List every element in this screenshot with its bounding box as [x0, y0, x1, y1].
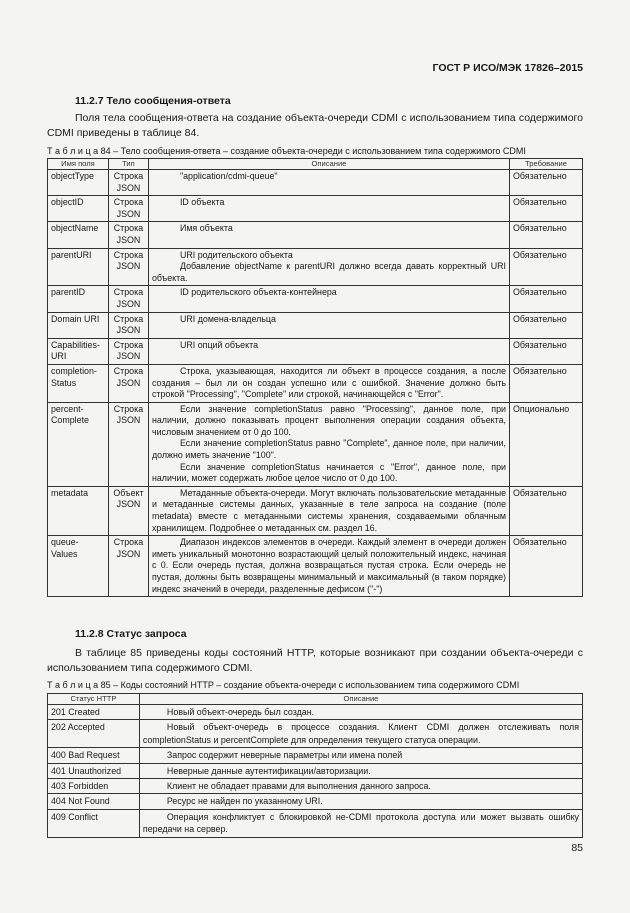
- requirement-cell: Обязательно: [510, 170, 583, 196]
- field-name-cell: completion-Status: [48, 364, 109, 402]
- table-row: [48, 536, 583, 597]
- requirement-cell: Обязательно: [510, 536, 583, 597]
- description-paragraph: Если значение completionStatus равно "Complete", данное поле, при наличии, должно иметь значение "100".: [151, 438, 507, 461]
- http-status-cell: 403 Forbidden: [48, 779, 140, 794]
- field-type-cell: Строка JSON: [108, 536, 148, 597]
- document-header: ГОСТ Р ИСО/МЭК 17826–2015: [432, 62, 583, 74]
- field-type-cell: Строка JSON: [108, 286, 148, 312]
- description-paragraph: "application/cdmi-queue": [179, 171, 278, 181]
- requirement-cell: Обязательно: [510, 286, 583, 312]
- field-name-cell: objectName: [48, 222, 109, 248]
- column-header: Требование: [510, 159, 583, 170]
- section-intro-paragraph: Поля тела сообщения-ответа на создание объекта-очереди CDMI с использованием типа содержимого CDMI приведены в таблице 84.: [47, 112, 583, 139]
- table-row: [48, 794, 583, 809]
- field-type-cell: Строка JSON: [108, 196, 148, 222]
- description-cell: [148, 286, 509, 312]
- requirement-cell: Обязательно: [510, 222, 583, 248]
- column-header: Описание: [139, 694, 582, 705]
- table-row: [48, 748, 583, 763]
- field-type-cell: Строка JSON: [108, 364, 148, 402]
- http-status-cell: 202 Accepted: [48, 720, 140, 748]
- description-cell: [148, 364, 509, 402]
- field-name-cell: Domain URI: [48, 312, 109, 338]
- description-paragraph: URI домена-владельца: [179, 313, 276, 324]
- http-status-cell: 404 Not Found: [48, 794, 140, 809]
- table-row: [48, 286, 583, 312]
- status-description-cell: Новый объект-очередь был создан.: [139, 705, 582, 720]
- field-name-cell: parentURI: [48, 248, 109, 286]
- field-type-cell: Строка JSON: [108, 170, 148, 196]
- table-row: [48, 402, 583, 486]
- description-paragraph: URI родительского объекта: [179, 249, 293, 260]
- table-84: [47, 158, 583, 597]
- table-84-caption: Т а б л и ц а 84 – Тело сообщения-ответа – создание объекта-очереди с использованием типа содержимого CDMI: [47, 146, 526, 156]
- description-cell: [148, 338, 509, 364]
- column-header: Описание: [148, 159, 509, 170]
- description-paragraph: Имя объекта: [179, 223, 233, 234]
- field-name-cell: percent-Complete: [48, 402, 109, 486]
- description-cell: [148, 248, 509, 286]
- section-title-11-2-8: 11.2.8 Статус запроса: [75, 628, 187, 640]
- description-cell: [148, 402, 509, 486]
- section-intro-paragraph: В таблице 85 приведены коды состояний HTTP, которые возникают при создании объекта-очереди с использованием типа содержимого CDMI.: [47, 647, 583, 674]
- status-description-cell: Запрос содержит неверные параметры или имена полей: [139, 748, 582, 763]
- requirement-cell: Опционально: [510, 402, 583, 486]
- field-name-cell: objectType: [48, 170, 109, 196]
- field-type-cell: Строка JSON: [108, 402, 148, 486]
- table-row: [48, 705, 583, 720]
- description-paragraph: ID объекта: [179, 197, 225, 208]
- status-description-cell: Новый объект-очередь в процессе создания. Клиент CDMI должен отслеживать поля completionStatus и percentComplete для определения текущего статуса операции.: [139, 720, 582, 748]
- http-status-cell: 409 Conflict: [48, 809, 140, 837]
- requirement-cell: Обязательно: [510, 338, 583, 364]
- table-row: [48, 338, 583, 364]
- field-name-cell: queue-Values: [48, 536, 109, 597]
- description-paragraph: Диапазон индексов элементов в очереди. Каждый элемент в очереди должен иметь уникальный монотонно возрастающий целый положительный индекс, начиная с 0. Если очередь пустая, должна возвращаться пустая строка. Если очередь не пустая, должны быть возвращены минимальный и максимальный (в таком порядке) индекс значений в очереди, разделенные дефисом ("-"): [151, 537, 507, 594]
- field-name-cell: Capabilities-URI: [48, 338, 109, 364]
- table-row: [48, 170, 583, 196]
- table-row: [48, 486, 583, 535]
- requirement-cell: Обязательно: [510, 486, 583, 535]
- field-type-cell: Строка JSON: [108, 312, 148, 338]
- section-title-11-2-7: 11.2.7 Тело сообщения-ответа: [75, 95, 231, 107]
- table-row: [48, 779, 583, 794]
- table-row: [48, 364, 583, 402]
- column-header: Статус HTTP: [48, 694, 140, 705]
- http-status-cell: 401 Unauthorized: [48, 763, 140, 778]
- column-header: Тип: [108, 159, 148, 170]
- field-name-cell: parentID: [48, 286, 109, 312]
- description-cell: [148, 170, 509, 196]
- status-description-cell: Операция конфликтует с блокировкой не-CDMI протокола доступа или может вызвать ошибку передачи на сервер.: [139, 809, 582, 837]
- table-row: [48, 763, 583, 778]
- description-paragraph: ID родительского объекта-контейнера: [179, 287, 337, 298]
- field-name-cell: objectID: [48, 196, 109, 222]
- status-description-cell: Ресурс не найден по указанному URI.: [139, 794, 582, 809]
- table-row: [48, 222, 583, 248]
- column-header: Имя поля: [48, 159, 109, 170]
- description-paragraph: Метаданные объекта-очереди. Могут включать пользовательские метаданные и метаданные системы данных, указанные в теле запроса на создание (поле metadata) вместе с метаданными системы хранения, создаваемыми облачным хранилищем. Подробнее о метаданных см. раздел 16.: [151, 487, 507, 533]
- field-type-cell: Объект JSON: [108, 486, 148, 535]
- field-type-cell: Строка JSON: [108, 338, 148, 364]
- description-paragraph: URI опций объекта: [179, 339, 258, 350]
- description-cell: [148, 222, 509, 248]
- table-row: [48, 196, 583, 222]
- table-85-caption: Т а б л и ц а 85 – Коды состояний HTTP – создание объекта-очереди с использованием типа содержимого CDMI: [47, 680, 520, 690]
- requirement-cell: Обязательно: [510, 364, 583, 402]
- http-status-cell: 400 Bad Request: [48, 748, 140, 763]
- page-number: 85: [571, 842, 583, 854]
- requirement-cell: Обязательно: [510, 196, 583, 222]
- description-paragraph: Добавление objectName к parentURI должно всегда давать корректный URI объекта.: [151, 261, 507, 283]
- description-paragraph: Строка, указывающая, находится ли объект в процессе создания, а после создания – был ли он создан успешно или с ошибкой. Значение должно быть строкой "Processing", "Complete" или строкой, начинающейся с "Error".: [151, 365, 507, 400]
- http-status-cell: 201 Created: [48, 705, 140, 720]
- field-name-cell: metadata: [48, 486, 109, 535]
- table-85: [47, 693, 583, 838]
- table-row: [48, 720, 583, 748]
- field-type-cell: Строка JSON: [108, 222, 148, 248]
- requirement-cell: Обязательно: [510, 312, 583, 338]
- status-description-cell: Неверные данные аутентификации/авторизации.: [139, 763, 582, 778]
- status-description-cell: Клиент не обладает правами для выполнения данного запроса.: [139, 779, 582, 794]
- description-cell: [148, 486, 509, 535]
- field-type-cell: Строка JSON: [108, 248, 148, 286]
- description-cell: [148, 196, 509, 222]
- requirement-cell: Обязательно: [510, 248, 583, 286]
- description-cell: [148, 312, 509, 338]
- table-row: [48, 809, 583, 837]
- table-row: [48, 248, 583, 286]
- description-cell: [148, 536, 509, 597]
- table-row: [48, 312, 583, 338]
- description-paragraph: Если значение completionStatus начинается с "Error", данное поле, при наличии, может содержать любое целое число от 0 до 100.: [151, 461, 507, 484]
- description-paragraph: Если значение completionStatus равно "Processing", данное поле, при наличии, должно показывать процент выполнения операции создания объекта, числовым значением от 0 до 100.: [151, 403, 507, 437]
